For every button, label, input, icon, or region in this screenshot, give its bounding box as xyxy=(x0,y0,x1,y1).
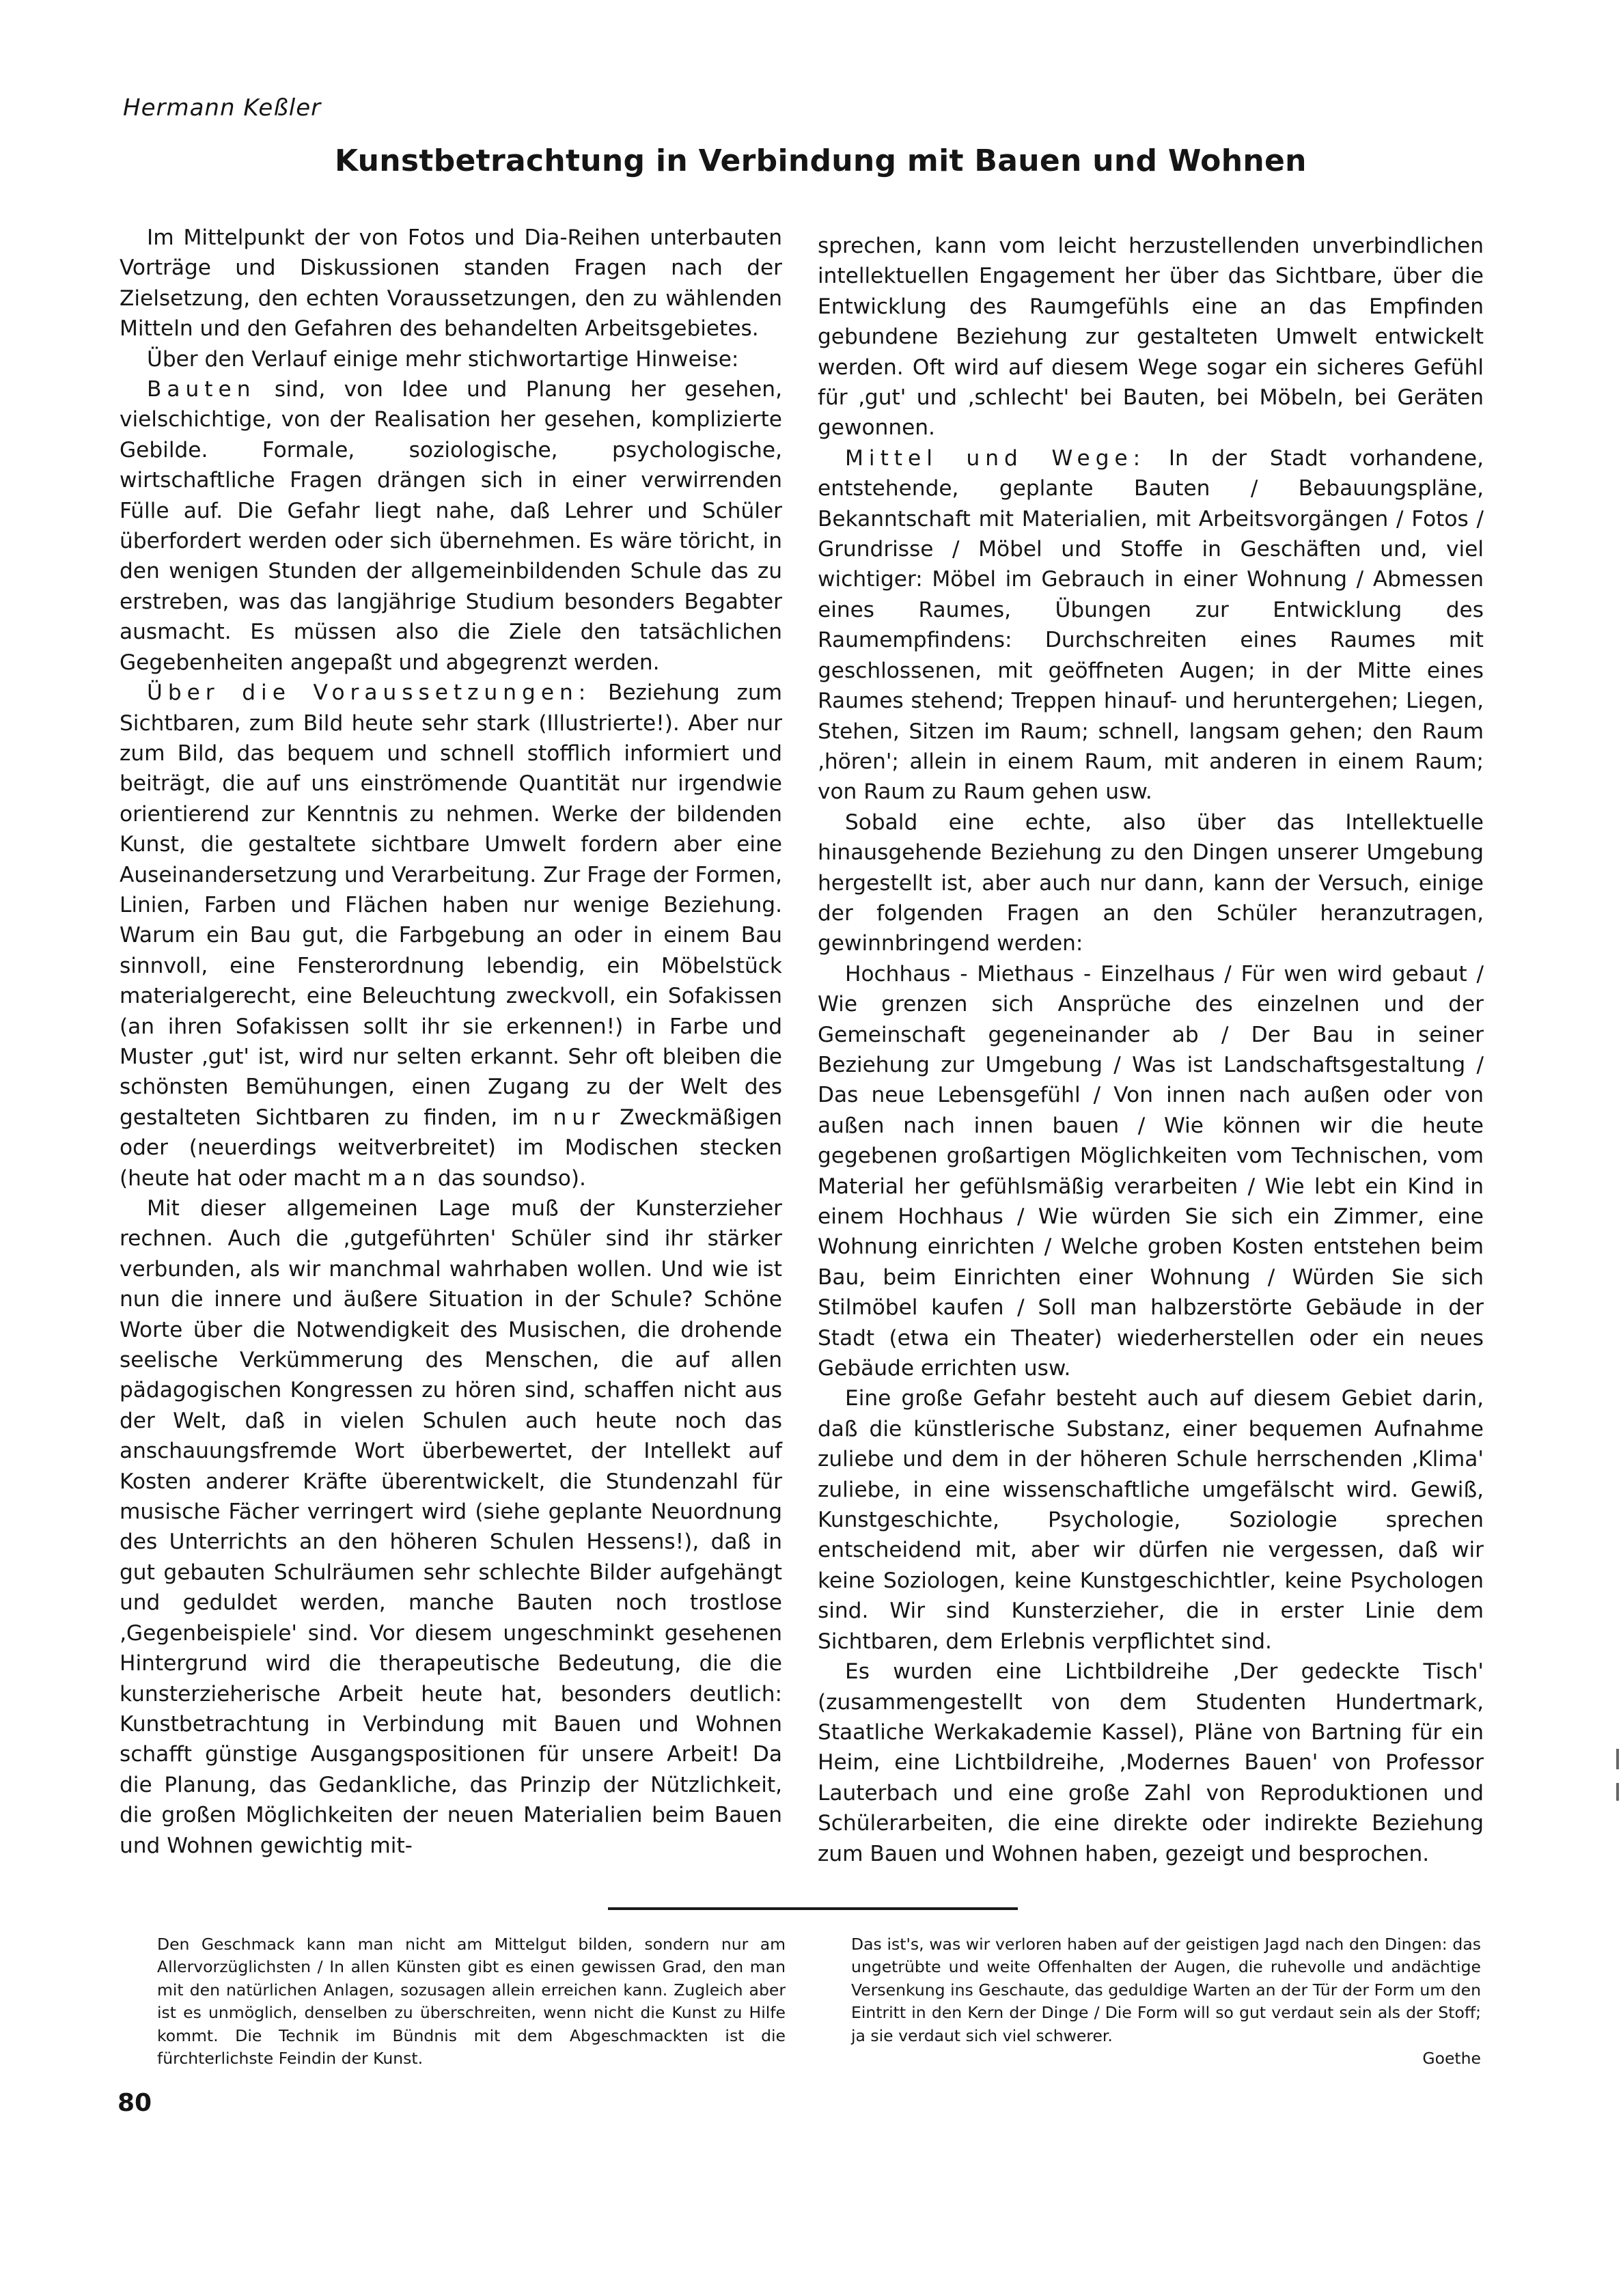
paragraph: Eine große Gefahr besteht auch auf diesem Gebiet darin, daß die künstlerische Substanz, einer bequemen Aufnahme zuliebe und dem in der höheren Schule herrschenden ‚Klima' zuliebe, in eine wissenschaftliche umgefälscht wird. Gewiß, Kunstgeschichte, Psychologie, Soziologie sprechen entscheidend mit, aber wir dürfen nie vergessen, daß wir keine Soziologen, keine Kunstgeschichtler, keine Psychologen sind. Wir sind Kunsterzieher, die in erster Linie dem Sichtbaren, dem Erlebnis verpflichtet sind. xyxy=(818,1386,1484,1654)
paragraph-text: sind, von Idee und Planung her gesehen, vielschichtige, von der Realisation her gesehen, komplizierte Gebilde. Formale, soziologische, psychologische, wirtschaftliche Fragen drängen sich in einer verwirrenden Fülle auf. Die Gefahr liegt nahe, daß Lehrer und Schüler überfordert werden oder sich übernehmen. Es wäre töricht, in den wenigen Stunden der allgemeinbildenden Schule das zu erstreben, was das langjährige Studium besonders Begabter ausmacht. Es müssen also die Ziele den tatsächlichen Gegebenheiten angepaßt und abgegrenzt werden. xyxy=(120,377,782,675)
footnote-right-text: Das ist's, was wir verloren haben auf der geistigen Jagd nach den Dingen: das ungetrübte und weite Offenhalten der Augen, die ruhevolle und andächtige Versenkung ins Geschaute, das geduldige Warten an der Tür der Form um den Eintritt in den Kern der Dinge / Die Form will so gut verdaut sein als der Stoff; ja sie verdaut sich viel schwerer. xyxy=(851,1935,1481,2045)
spaced-lead: Über die Voraussetzungen: xyxy=(147,680,592,706)
footnote-right xyxy=(851,1933,1481,2070)
paragraph: Sobald eine echte, also über das Intellektuelle hinausgehende Beziehung zu den Dingen unserer Umgebung hergestellt ist, aber auch nur dann, kann der Versuch, einige der folgenden Fragen an den Schüler heranzutragen, gewinnbringend werden: xyxy=(818,810,1484,956)
footnote-source: Goethe xyxy=(1422,2049,1481,2069)
spaced-word: man xyxy=(367,1165,431,1191)
paragraph-text: In der Stadt vorhandene, entstehende, geplante Bauten / Bebauungspläne, Bekanntschaft mit Materialien, mit Arbeitsvorgängen / Fotos / Grundrisse / Möbel und Stoffe in Geschäften und, viel wichtiger: Möbel im Gebrauch in einer Wohnung / Abmessen eines Raumes, Übungen zur Entwicklung des Raumempfindens: Durchschreiten eines Raumes mit geschlossenen, mit geöffneten Augen; in der Mitte eines Raumes stehend; Treppen hinauf- und heruntergehen; Liegen, Stehen, Sitzen im Raum; schnell, langsam gehen; den Raum ‚hören'; allein in einem Raum, mit anderen in einem Raum; von Raum zu Raum gehen usw. xyxy=(818,445,1484,805)
right-column xyxy=(818,231,1484,1869)
paragraph xyxy=(120,678,782,1193)
paragraph: Im Mittelpunkt der von Fotos und Dia-Reihen unterbauten Vorträge und Diskussionen standen Fragen nach der Zielsetzung, den echten Voraussetzungen, den zu wählenden Mitteln und den Gefahren des behandelten Arbeitsgebietes. xyxy=(120,225,782,342)
paragraph xyxy=(120,374,782,678)
paragraph: sprechen, kann vom leicht herzustellenden unverbindlichen intellektuellen Engagement her über das Sichtbare, über die Entwicklung des Raumgefühls eine an das Empfinden gebundene Beziehung zur gestalteten Umwelt entwickelt werden. Oft wird auf diesem Wege sogar ein sicheres Gefühl für ‚gut' und ‚schlecht' bei Bauten, bei Möbeln, bei Geräten gewonnen. xyxy=(818,234,1484,441)
spaced-lead: Bauten xyxy=(147,377,256,402)
paragraph: Mit dieser allgemeinen Lage muß der Kunsterzieher rechnen. Auch die ‚gutgeführten' Schüler sind ihr stärker verbunden, als wir manchmal wahrhaben wollen. Und wie ist nun die innere und äußere Situation in der Schule? Schöne Worte über die Notwendigkeit des Musischen, die drohende seelische Verkümmerung des Menschen, die auf allen pädagogischen Kongressen zu hören sind, schaffen nicht aus der Welt, daß in vielen Schulen auch heute noch das anschauungsfremde Wort überbewertet, der Intellekt auf Kosten anderer Kräfte überentwickelt, die Stundenzahl für musische Fächer verringert wird (siehe geplante Neuordnung des Unterrichts an den höheren Schulen Hessens!), daß in gut gebauten Schulräumen sehr schlechte Bilder aufgehängt und geduldet werden, manche Bauten noch trostlose ‚Gegenbeispiele' sind. Vor diesem ungeschminkt gesehenen Hintergrund wird die therapeutische Bedeutung, die die kunsterzieherische Arbeit heute hat, besonders deutlich: Kunstbetrachtung in Verbindung mit Bauen und Wohnen schafft günstige Ausgangspositionen für unsere Arbeit! Da die Planung, das Gedankliche, das Prinzip der Nützlichkeit, die großen Möglichkeiten der neuen Materialien beim Bauen und Wohnen gewichtig mit- xyxy=(120,1196,782,1858)
page-number: 80 xyxy=(117,2089,152,2117)
author-name: Hermann Keßler xyxy=(123,94,322,122)
paragraph-text: Beziehung zum Sichtbaren, zum Bild heute sehr stark (Illustrierte!). Aber nur zum Bild, das bequem und schnell stofflich informiert und beiträgt, die auf uns einströmende Quantität nur irgendwie orientierend zur Kenntnis zu nehmen. Werke der bildenden Kunst, die gestaltete sichtbare Umwelt fordern aber eine Auseinandersetzung und Verarbeitung. Zur Frage der Formen, Linien, Farben und Flächen haben nur wenige Beziehung. Warum ein Bau gut, die Farbgebung an oder in einem Bau sinnvoll, eine Fensterordnung lebendig, ein Möbelstück materialgerecht, eine Beleuchtung zweckvoll, ein Sofakissen (an ihren Sofakissen sollt ihr sie erkennen!) in Farbe und Muster ‚gut' ist, wird nur selten erkannt. Sehr oft bleiben die schönsten Bemühungen, einen Zugang zu der Welt des gestalteten Sichtbaren zu finden, im xyxy=(120,680,782,1130)
footnote-left: Den Geschmack kann man nicht am Mittelgut bilden, sondern nur am Allervorzüglichsten / In allen Künsten gibt es einen gewissen Grad, den man mit den natürlichen Anlagen, sozusagen allein erreichen kann. Zugleich aber ist es unmöglich, denselben zu überschreiten, wenn nicht die Kunst zu Hilfe kommt. Die Technik im Bündnis mit dem Abgeschmackten ist die fürchterlichste Feindin der Kunst. xyxy=(157,1935,786,2069)
paragraph: Über den Verlauf einige mehr stichwortartige Hinweise: xyxy=(147,346,739,372)
paragraph xyxy=(818,443,1484,807)
spaced-lead: Mittel und Wege: xyxy=(845,445,1146,471)
separator-rule xyxy=(608,1907,1018,1910)
scan-edge-mark xyxy=(1616,1749,1619,1769)
paragraph: Hochhaus - Miethaus - Einzelhaus / Für wen wird gebaut / Wie grenzen sich Ansprüche des einzelnen und der Gemeinschaft gegeneinander ab / Der Bau in seiner Beziehung zur Umgebung / Was ist Landschaftsgestaltung / Das neue Lebensgefühl / Von innen nach außen oder von außen nach innen bauen / Wie können wir die heute gegebenen großartigen Möglichkeiten vom Technischen, vom Material her gefühlsmäßig verarbeiten / Wie lebt ein Kind in einem Hochhaus / Wie würden Sie sich ein Zimmer, eine Wohnung einrichten / Welche groben Kosten entstehen beim Bau, beim Einrichten einer Wohnung / Würden Sie sich Stilmöbel kaufen / Soll man halbzerstörte Gebäude in der Stadt (etwa ein Theater) wiederherstellen oder ein neues Gebäude errichten usw. xyxy=(818,961,1484,1381)
paragraph: Es wurden eine Lichtbildreihe ‚Der gedeckte Tisch' (zusammengestellt von dem Studenten Hundertmark, Staatliche Werkakademie Kassel), Pläne von Bartning für ein Heim, eine Lichtbildreihe, ‚Modernes Bauen' von Professor Lauterbach und eine große Zahl von Reproduktionen und Schülerarbeiten, die eine direkte oder indirekte Beziehung zum Bauen und Wohnen haben, gezeigt und besprochen. xyxy=(818,1659,1484,1866)
article-title: Kunstbetrachtung in Verbindung mit Bauen und Wohnen xyxy=(335,143,1307,178)
paragraph-text: Zweckmäßigen oder (neuerdings weitverbreitet) im Modischen stecken (heute hat oder macht xyxy=(120,1105,783,1191)
paragraph-text: das soundso). xyxy=(430,1165,586,1191)
left-column xyxy=(120,223,782,1861)
spaced-word: nur xyxy=(553,1105,605,1130)
scan-edge-mark xyxy=(1616,1783,1619,1801)
